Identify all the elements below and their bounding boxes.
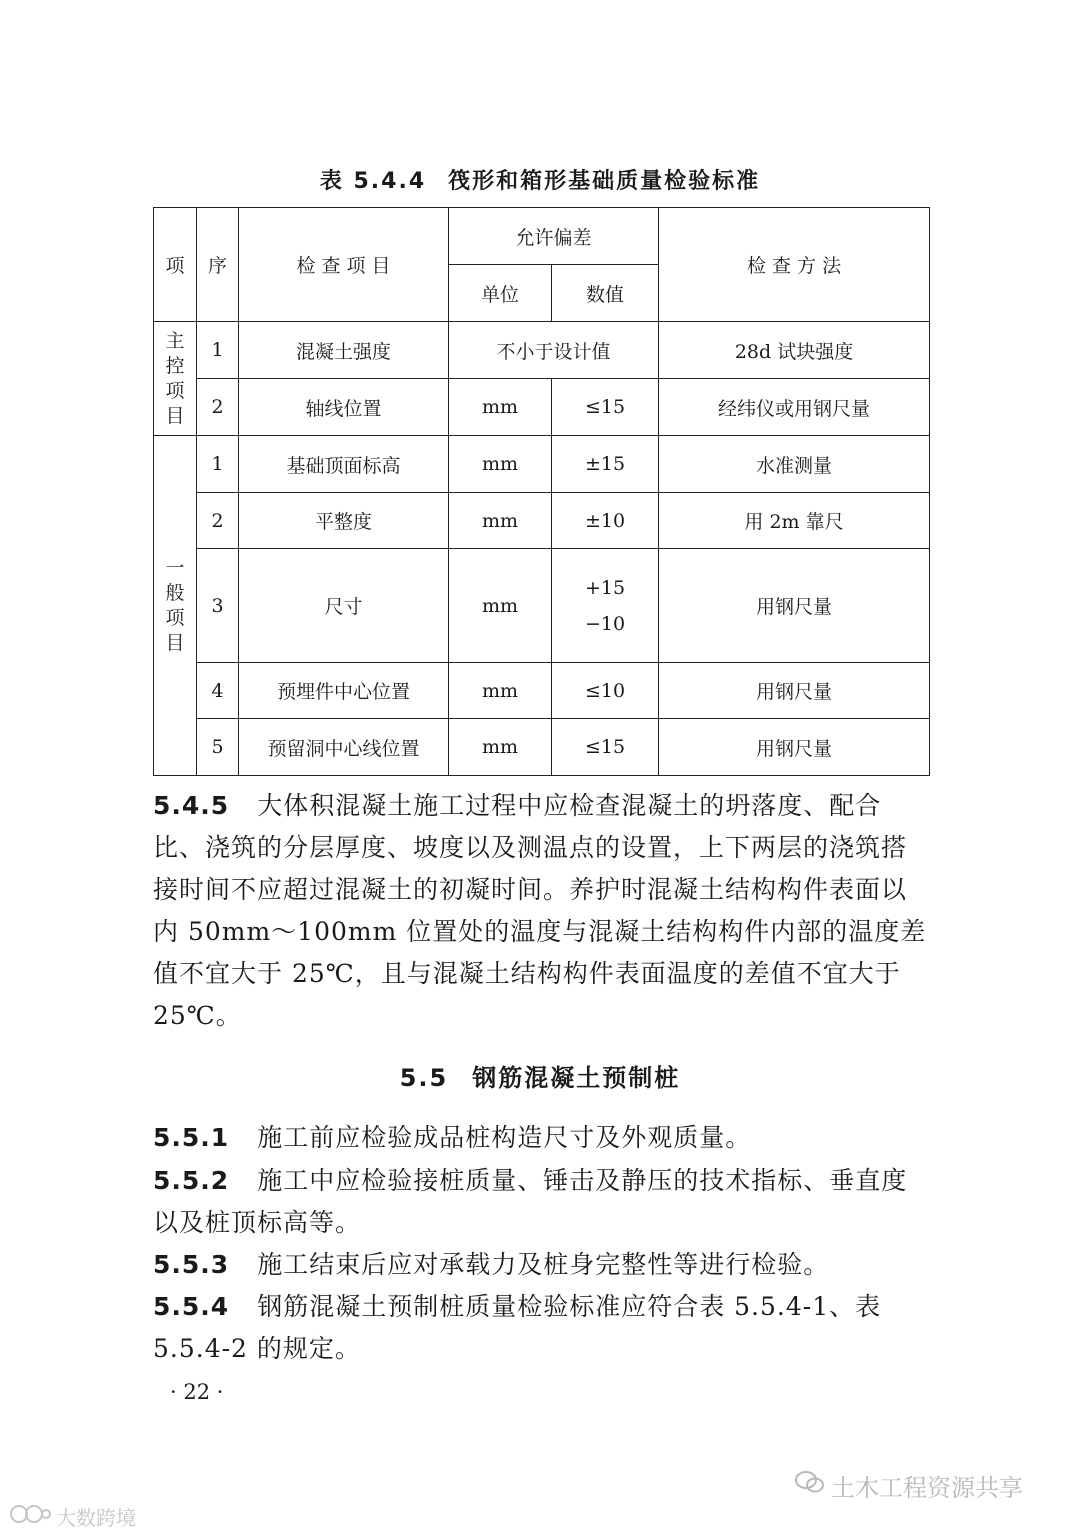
clause-number: 5.5.1: [153, 1123, 230, 1152]
clause-5-5-1: [153, 1117, 929, 1159]
header-category: 项: [154, 208, 197, 322]
value-upper: +15: [584, 576, 626, 599]
row-item: 轴线位置: [239, 379, 449, 436]
table-caption: 筏形和箱形基础质量检验标准: [448, 169, 761, 194]
row-item: 预埋件中心位置: [239, 663, 449, 719]
header-tolerance: 允许偏差: [449, 208, 659, 265]
row-item: 混凝土强度: [239, 322, 449, 379]
row-method: 28d 试块强度: [659, 322, 930, 379]
row-item: 平整度: [239, 493, 449, 549]
table-row: [154, 719, 930, 776]
row-method: 用钢尺量: [659, 663, 930, 719]
watermark-right-text: 土木工程资源共享: [831, 1474, 1023, 1502]
table-row: [154, 493, 930, 549]
header-seq: 序: [197, 208, 239, 322]
row-value: ≤15: [552, 379, 659, 436]
table-row: [154, 663, 930, 719]
header-method: 检 查 方 法: [659, 208, 930, 322]
clause-text: 施工中应检验接桩质量、锤击及静压的技术指标、垂直度以及桩顶标高等。: [153, 1166, 908, 1237]
row-unit: mm: [449, 379, 552, 436]
section-title: 钢筋混凝土预制桩: [472, 1064, 681, 1092]
row-value: ±15: [552, 436, 659, 493]
row-seq: 4: [197, 663, 239, 719]
clause-text: 大体积混凝土施工过程中应检查混凝土的坍落度、配合比、浇筑的分层厚度、坡度以及测温点的设置，上下两层的浇筑搭接时间不应超过混凝土的初凝时间。养护时混凝土结构构件表面以内 50mm～100mm 位置处的温度与混凝土结构构件内部的温度差值不宜大于 25℃，且与混凝土结构构件表面温度的差值不宜大于 25℃。: [153, 791, 927, 1030]
clause-5-5-2: [153, 1160, 929, 1244]
row-seq: 2: [197, 493, 239, 549]
row-seq: 2: [197, 379, 239, 436]
header-unit: 单位: [449, 265, 552, 322]
row-unit: mm: [449, 719, 552, 776]
row-seq: 5: [197, 719, 239, 776]
section-heading: [0, 1058, 1080, 1093]
section-number: 5.5: [399, 1064, 449, 1092]
clause-5-4-5: [153, 785, 929, 1037]
quality-standard-table: [153, 207, 930, 776]
table-number: 表 5.4.4: [319, 169, 427, 194]
table-row: [154, 379, 930, 436]
clause-5-5-4: [153, 1286, 929, 1370]
row-unit: mm: [449, 549, 552, 663]
row-method: 用钢尺量: [659, 719, 930, 776]
clause-text: 钢筋混凝土预制桩质量检验标准应符合表 5.5.4-1、表 5.5.4-2 的规定。: [153, 1292, 882, 1363]
clause-number: 5.5.3: [153, 1250, 230, 1279]
row-seq: 1: [197, 436, 239, 493]
row-unit: mm: [449, 493, 552, 549]
group-label-general: 一 般 项 目: [154, 436, 197, 776]
clause-number: 5.5.2: [153, 1166, 230, 1195]
row-item: 尺寸: [239, 549, 449, 663]
row-method: 经纬仪或用钢尺量: [659, 379, 930, 436]
brand-logo-icon: [8, 1503, 52, 1530]
clause-text: 施工结束后应对承载力及桩身完整性等进行检验。: [257, 1250, 830, 1279]
row-unit: mm: [449, 436, 552, 493]
row-seq: 3: [197, 549, 239, 663]
table-title: [0, 164, 1080, 195]
watermark-right: [795, 1468, 1023, 1503]
row-value: ≤10: [552, 663, 659, 719]
row-tolerance: 不小于设计值: [449, 322, 659, 379]
row-value: ±10: [552, 493, 659, 549]
clause-number: 5.5.4: [153, 1292, 230, 1321]
clause-text: 施工前应检验成品桩构造尺寸及外观质量。: [257, 1123, 752, 1152]
row-method: 水准测量: [659, 436, 930, 493]
row-method: 用 2m 靠尺: [659, 493, 930, 549]
chat-bubble-icon: [795, 1470, 825, 1502]
row-method: 用钢尺量: [659, 549, 930, 663]
row-item: 预留洞中心线位置: [239, 719, 449, 776]
row-seq: 1: [197, 322, 239, 379]
value-lower: −10: [584, 612, 626, 635]
header-value: 数值: [552, 265, 659, 322]
row-value: [552, 549, 659, 663]
watermark-left-text: 大数跨境: [56, 1506, 136, 1530]
page-number: · 22 ·: [170, 1380, 224, 1404]
clause-5-5-3: [153, 1244, 929, 1286]
table-row: [154, 549, 930, 663]
table-row: [154, 322, 930, 379]
row-unit: mm: [449, 663, 552, 719]
group-label-main: 主 控 项 目: [154, 322, 197, 436]
header-item: 检 查 项 目: [239, 208, 449, 322]
clause-number: 5.4.5: [153, 791, 230, 820]
row-item: 基础顶面标高: [239, 436, 449, 493]
table-row: [154, 436, 930, 493]
watermark-left: [8, 1502, 136, 1531]
row-value: ≤15: [552, 719, 659, 776]
